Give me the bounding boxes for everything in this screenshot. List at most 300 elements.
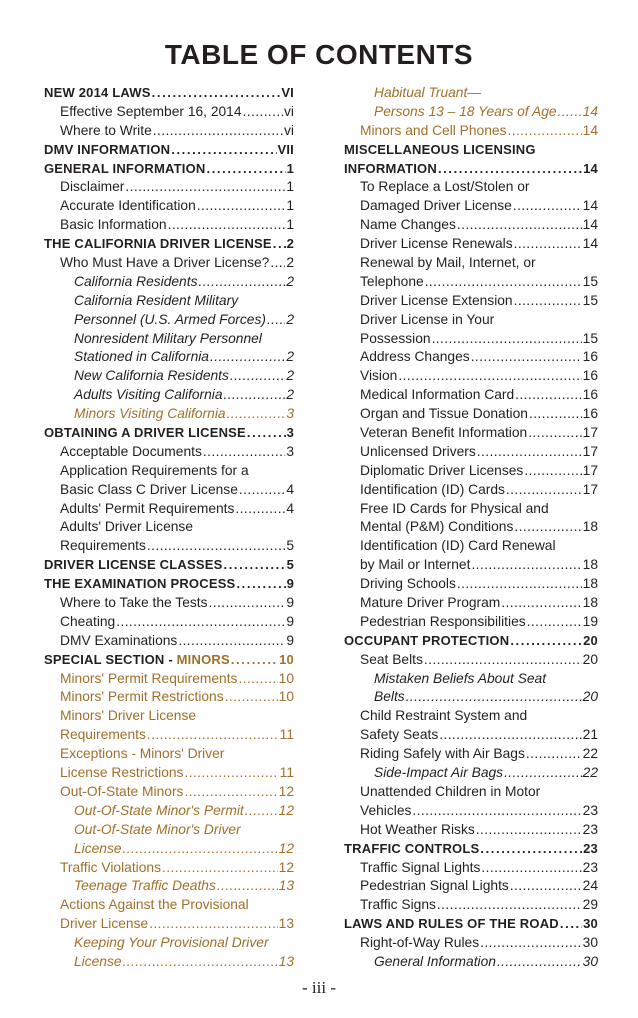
toc-entry-title: THE EXAMINATION PROCESS [44,576,236,592]
toc-page-number: 19 [582,613,598,629]
dot-leader [558,103,582,122]
dot-leader [560,915,582,934]
toc-page-number: vi [284,103,294,119]
dot-leader [425,273,582,292]
toc-entry-title: Hot Weather Risks [360,821,475,837]
toc-entry-title: Medical Information Card [360,387,515,403]
toc-page-number: 4 [286,500,294,516]
toc-entry-title: Accurate Identification [60,198,196,214]
toc-entry[interactable] [44,518,294,537]
dot-leader [224,386,286,405]
dot-leader [210,348,285,367]
toc-entry-title: Free ID Cards for Physical and [360,500,549,516]
toc-page-number: 10 [278,670,294,686]
toc-page-number: 14 [582,217,598,233]
toc-entry[interactable] [44,745,294,764]
toc-section-heading[interactable] [44,651,294,670]
dot-leader [203,443,285,462]
toc-entry-title: Name Changes [360,217,456,233]
toc-entry[interactable] [344,103,598,122]
toc-page-number: 10 [278,689,294,705]
toc-page-number: VII [277,141,294,157]
toc-page-number: 17 [582,481,598,497]
toc-page-number: 17 [582,425,598,441]
toc-page-number: 2 [286,236,294,252]
dot-leader [504,764,582,783]
toc-entry[interactable] [344,330,598,349]
toc-entry[interactable] [344,802,598,821]
toc-entry[interactable] [44,840,294,859]
toc-page-number: 3 [286,406,294,422]
toc-entry-title: California Residents [74,273,198,289]
toc-entry-title: OBTAINING A DRIVER LICENSE [44,425,246,441]
toc-entry-title: Adults Visiting California [74,387,223,403]
toc-entry[interactable] [344,689,598,708]
toc-page-number: 13 [278,916,294,932]
toc-page-number: 1 [286,217,294,233]
toc-entry[interactable] [44,443,294,462]
toc-entry-title: Minors Visiting California [74,406,226,422]
toc-entry-title: License [74,840,122,856]
toc-entry[interactable] [344,500,598,519]
toc-section-heading[interactable] [344,840,598,859]
toc-page-number: 2 [286,387,294,403]
toc-entry[interactable] [44,934,294,953]
dot-leader [123,953,278,972]
toc-page-number: 9 [286,613,294,629]
toc-entry[interactable] [44,953,294,972]
toc-entry[interactable] [44,462,294,481]
toc-entry[interactable] [344,405,598,424]
toc-page-number: 17 [582,462,598,478]
dot-leader [206,160,285,179]
toc-page-number: 30 [582,953,598,969]
dot-leader [501,594,581,613]
dot-leader [168,216,286,235]
toc-entry-title: Basic Information [60,217,167,233]
dot-leader [197,197,286,216]
toc-section-heading[interactable] [44,575,294,594]
toc-entry[interactable] [44,348,294,367]
toc-page-number: 1 [286,179,294,195]
dot-leader [424,651,582,670]
page-number: - iii - [302,978,336,997]
toc-page-number: 1 [286,198,294,214]
toc-entry[interactable] [44,613,294,632]
toc-section-heading[interactable] [44,424,294,443]
toc-entry[interactable] [344,292,598,311]
dot-leader [481,859,581,878]
dot-leader [527,613,582,632]
toc-entry-title: Seat Belts [360,651,423,667]
toc-entry-title: Side-Impact Air Bags [374,765,504,781]
toc-section-heading[interactable] [44,141,294,160]
toc-section-heading[interactable] [44,84,294,103]
toc-page-number: 22 [582,746,598,762]
toc-entry[interactable] [344,348,598,367]
toc-entry[interactable] [44,783,294,802]
toc-entry-title: Basic Class C Driver License [60,481,238,497]
toc-page-number: 23 [582,859,598,875]
toc-entry[interactable] [44,802,294,821]
toc-page-number: 13 [278,953,294,969]
toc-page-number: 14 [582,236,598,252]
dot-leader [147,726,279,745]
toc-entry[interactable] [344,216,598,235]
toc-entry-title: INFORMATION [344,160,437,176]
toc-page-number: 17 [582,443,598,459]
toc-page-number: 24 [582,878,598,894]
toc-entry[interactable] [44,726,294,745]
toc-page-number: 5 [286,538,294,554]
toc-page-number: 3 [286,443,294,459]
dot-leader [225,689,278,708]
toc-page-number: 1 [286,160,294,176]
dot-leader [162,859,278,878]
dot-leader [149,915,277,934]
toc-entry-title: DMV INFORMATION [44,141,171,157]
toc-entry[interactable] [344,178,598,197]
dot-leader [497,953,582,972]
toc-entry[interactable] [344,821,598,840]
toc-entry-title: Where to Take the Tests [60,595,208,611]
toc-entry-title: Unlicensed Drivers [360,443,476,459]
toc-entry-title: Effective September 16, 2014 [60,103,242,119]
dot-leader [125,178,285,197]
toc-entry[interactable] [44,254,294,273]
toc-section-heading[interactable] [344,141,598,160]
toc-page-number: 12 [278,783,294,799]
toc-entry[interactable] [44,537,294,556]
toc-entry[interactable] [344,273,598,292]
toc-page-number: 18 [582,576,598,592]
dot-leader [178,632,285,651]
toc-entry[interactable] [44,632,294,651]
dot-leader [153,122,283,141]
toc-entry-title: Vehicles [360,802,412,818]
toc-entry[interactable] [44,178,294,197]
toc-entry[interactable] [344,518,598,537]
toc-entry-title: Persons 13 – 18 Years of Age [374,103,557,119]
toc-page-number: 16 [582,368,598,384]
toc-entry[interactable] [44,216,294,235]
toc-entry-title: Mental (P&M) Conditions [360,519,514,535]
dot-leader [439,726,581,745]
toc-entry-title: Minors and Cell Phones [360,122,507,138]
toc-entry-title: SPECIAL SECTION - MINORS [44,651,230,667]
dot-leader [529,405,582,424]
toc-page-number: 23 [582,821,598,837]
toc-entry-title: Requirements [60,538,146,554]
dot-leader [270,254,285,273]
dot-leader [528,424,581,443]
toc-entry-title: Cheating [60,613,116,629]
toc-entry[interactable] [44,707,294,726]
toc-entry[interactable] [344,859,598,878]
toc-page-number: 12 [278,802,294,818]
dot-leader [471,348,582,367]
toc-page-number: 9 [286,632,294,648]
toc-entry-title: Keeping Your Provisional Driver [74,935,269,951]
toc-page-number: 9 [286,595,294,611]
dot-leader [184,764,278,783]
toc-page-number: 20 [583,632,598,648]
toc-page-number: 2 [286,349,294,365]
toc-entry-title: Belts [374,689,405,705]
toc-entry-title: Unattended Children in Motor [360,783,541,799]
toc-entry[interactable] [44,405,294,424]
toc-page-number: 11 [279,727,294,743]
toc-right-column [344,84,598,972]
toc-entry-title: Address Changes [360,349,470,365]
toc-entry[interactable] [44,197,294,216]
toc-entry[interactable] [44,367,294,386]
toc-page-number: 23 [583,840,598,856]
toc-entry[interactable] [344,386,598,405]
toc-entry-title: Vision [360,368,398,384]
toc-entry[interactable] [344,462,598,481]
toc-entry-title: Nonresident Military Personnel [74,330,262,346]
dot-leader [171,141,276,160]
toc-entry-title: New California Residents [74,368,229,384]
toc-entry-title: Safety Seats [360,727,439,743]
toc-entry[interactable] [44,292,294,311]
toc-entry-title: Diplomatic Driver Licenses [360,462,524,478]
toc-entry-title: Right-of-Way Rules [360,935,480,951]
toc-section-heading[interactable] [44,235,294,254]
dot-leader [247,424,286,443]
dot-leader [245,802,278,821]
toc-entry[interactable] [44,764,294,783]
toc-entry-title: LAWS AND RULES OF THE ROAD [344,916,559,932]
toc-entry-title: Out-Of-State Minor's Driver [74,821,241,837]
toc-entry[interactable] [344,556,598,575]
toc-entry[interactable] [44,330,294,349]
toc-page-number: 15 [582,273,598,289]
toc-entry[interactable] [344,783,598,802]
toc-page-number: vi [284,122,294,138]
toc-entry[interactable] [344,877,598,896]
toc-entry[interactable] [44,386,294,405]
toc-entry-title: Child Restraint System and [360,708,528,724]
dot-leader [510,632,582,651]
toc-entry[interactable] [44,689,294,708]
toc-page-number: 16 [582,387,598,403]
toc-entry-title: NEW 2014 LAWS [44,84,151,100]
toc-entry-title: Minors' Permit Restrictions [60,689,224,705]
dot-leader [147,537,285,556]
toc-entry[interactable] [44,896,294,915]
toc-entry[interactable] [344,424,598,443]
toc-page-number: 30 [582,935,598,951]
toc-entry-title: Teenage Traffic Deaths [74,878,216,894]
toc-entry-title-highlight: MINORS [176,651,230,667]
dot-leader [438,160,582,179]
toc-page-number: 18 [582,519,598,535]
toc-page-number: 13 [278,878,294,894]
dot-leader [116,613,285,632]
toc-page-number: 18 [582,557,598,573]
toc-page-number: 22 [582,765,598,781]
dot-leader [514,292,582,311]
toc-entry-title: Traffic Signs [360,897,436,913]
page-title: TABLE OF CONTENTS [164,39,474,70]
dot-leader [476,821,582,840]
toc-entry-title: GENERAL INFORMATION [44,160,206,176]
toc-entry[interactable] [44,481,294,500]
toc-entry-title: Traffic Violations [60,859,161,875]
dot-leader [267,311,285,330]
toc-entry-title: OCCUPANT PROTECTION [344,632,510,648]
toc-entry[interactable] [344,197,598,216]
toc-entry[interactable] [344,575,598,594]
toc-entry[interactable] [44,273,294,292]
dot-leader [514,518,581,537]
toc-entry-title: Identification (ID) Card Renewal [360,538,556,554]
toc-entry[interactable] [344,670,598,689]
toc-entry-title: Who Must Have a Driver License? [60,255,270,270]
toc-entry[interactable] [44,670,294,689]
toc-entry[interactable] [344,254,598,273]
toc-page-number: 14 [582,198,598,214]
dot-leader [227,405,286,424]
toc-entry[interactable] [344,122,598,141]
toc-entry[interactable] [44,594,294,613]
toc-entry-title: Organ and Tissue Donation [360,406,528,422]
toc-entry[interactable] [344,745,598,764]
toc-entry-title: License [74,953,122,969]
dot-leader [437,896,582,915]
toc-entry-title: Traffic Signal Lights [360,859,481,875]
toc-entry[interactable] [344,537,598,556]
toc-entry[interactable] [344,594,598,613]
toc-entry-title: Exceptions - Minors' Driver [60,746,225,762]
toc-entry[interactable] [344,896,598,915]
toc-entry-title: by Mail or Internet [360,557,471,573]
toc-page-number: 4 [286,481,294,497]
toc-page-number: 2 [286,273,294,289]
toc-entry-title: California Resident Military [74,292,239,308]
toc-page-number: 11 [279,765,294,781]
toc-entry[interactable] [44,311,294,330]
dot-leader [239,481,285,500]
toc-entry[interactable] [44,103,294,122]
toc-entry-title: Driver License Renewals [360,236,513,252]
toc-page-number: 10 [279,651,294,667]
toc-page-number: 5 [286,557,294,573]
toc-entry-title: Where to Write [60,122,152,138]
dot-leader [412,802,581,821]
toc-entry-title: Personnel (U.S. Armed Forces) [74,311,266,327]
toc-entry[interactable] [44,859,294,878]
toc-page-number: 16 [582,406,598,422]
dot-leader [432,330,582,349]
toc-entry[interactable] [344,84,598,103]
toc-entry[interactable] [344,367,598,386]
toc-entry-title: TRAFFIC CONTROLS [344,840,480,856]
toc-entry-title: Veteran Benefit Information [360,425,528,441]
toc-entry-title: Telephone [360,273,424,289]
dot-leader [184,783,277,802]
toc-entry[interactable] [344,726,598,745]
toc-entry-title: Requirements [60,727,146,743]
toc-page-number: 15 [582,292,598,308]
toc-page-number: 14 [582,122,598,138]
dot-leader [231,651,278,670]
toc-left-column [44,84,294,972]
toc-section-heading[interactable] [344,915,598,934]
toc-page-number: 15 [582,330,598,346]
toc-entry-title: Habitual Truant— [374,84,482,100]
toc-entry-title: Riding Safely with Air Bags [360,746,525,762]
toc-section-heading[interactable] [344,160,598,179]
toc-entry[interactable] [44,500,294,519]
toc-section-heading[interactable] [44,556,294,575]
toc-entry-title: Application Requirements for a [60,462,249,478]
toc-entry-title: Acceptable Documents [60,443,202,459]
dot-leader [198,273,285,292]
toc-entry[interactable] [344,481,598,500]
toc-page-number: 20 [582,689,598,705]
toc-page-number: 3 [286,425,294,441]
toc-page-number: VI [281,84,294,100]
toc-page-number: 12 [278,840,294,856]
toc-page-number: 2 [286,368,294,384]
toc-page-number: 2 [286,311,294,327]
toc-entry[interactable] [344,953,598,972]
toc-entry[interactable] [344,764,598,783]
dot-leader [480,840,582,859]
toc-entry-title: General Information [374,953,496,969]
toc-entry[interactable] [44,122,294,141]
dot-leader [243,103,284,122]
dot-leader [406,689,582,708]
toc-entry-title: Out-Of-State Minor's Permit [74,802,244,818]
toc-page-number: 14 [582,103,598,119]
toc-entry[interactable] [44,877,294,896]
toc-section-heading[interactable] [344,632,598,651]
toc-entry-title: Minors' Permit Requirements [60,670,238,686]
toc-entry-title: Pedestrian Responsibilities [360,613,526,629]
toc-entry[interactable] [344,707,598,726]
toc-page-number: 20 [582,651,598,667]
toc-entry[interactable] [344,934,598,953]
toc-entry-title: DRIVER LICENSE CLASSES [44,557,223,573]
dot-leader [507,122,581,141]
dot-leader [477,443,582,462]
toc-entry[interactable] [44,915,294,934]
toc-entry[interactable] [344,613,598,632]
toc-entry-title: Driving Schools [360,576,456,592]
toc-entry-title: License Restrictions [60,765,184,781]
toc-page-number: 9 [286,576,294,592]
dot-leader [123,840,278,859]
toc-entry[interactable] [344,651,598,670]
dot-leader [457,575,582,594]
toc-entry[interactable] [344,235,598,254]
toc-entry[interactable] [344,443,598,462]
toc-page-number: 12 [278,859,294,875]
toc-entry-title: Actions Against the Provisional [60,897,249,913]
toc-section-heading[interactable] [44,160,294,179]
dot-leader [209,594,286,613]
toc-page-number: 14 [583,160,598,176]
toc-entry-title: THE CALIFORNIA DRIVER LICENSE [44,236,272,252]
toc-entry-title: Mistaken Beliefs About Seat [374,670,547,686]
toc-entry-title: Adults' Permit Requirements [60,500,235,516]
toc-entry[interactable] [344,311,598,330]
toc-entry[interactable] [44,821,294,840]
